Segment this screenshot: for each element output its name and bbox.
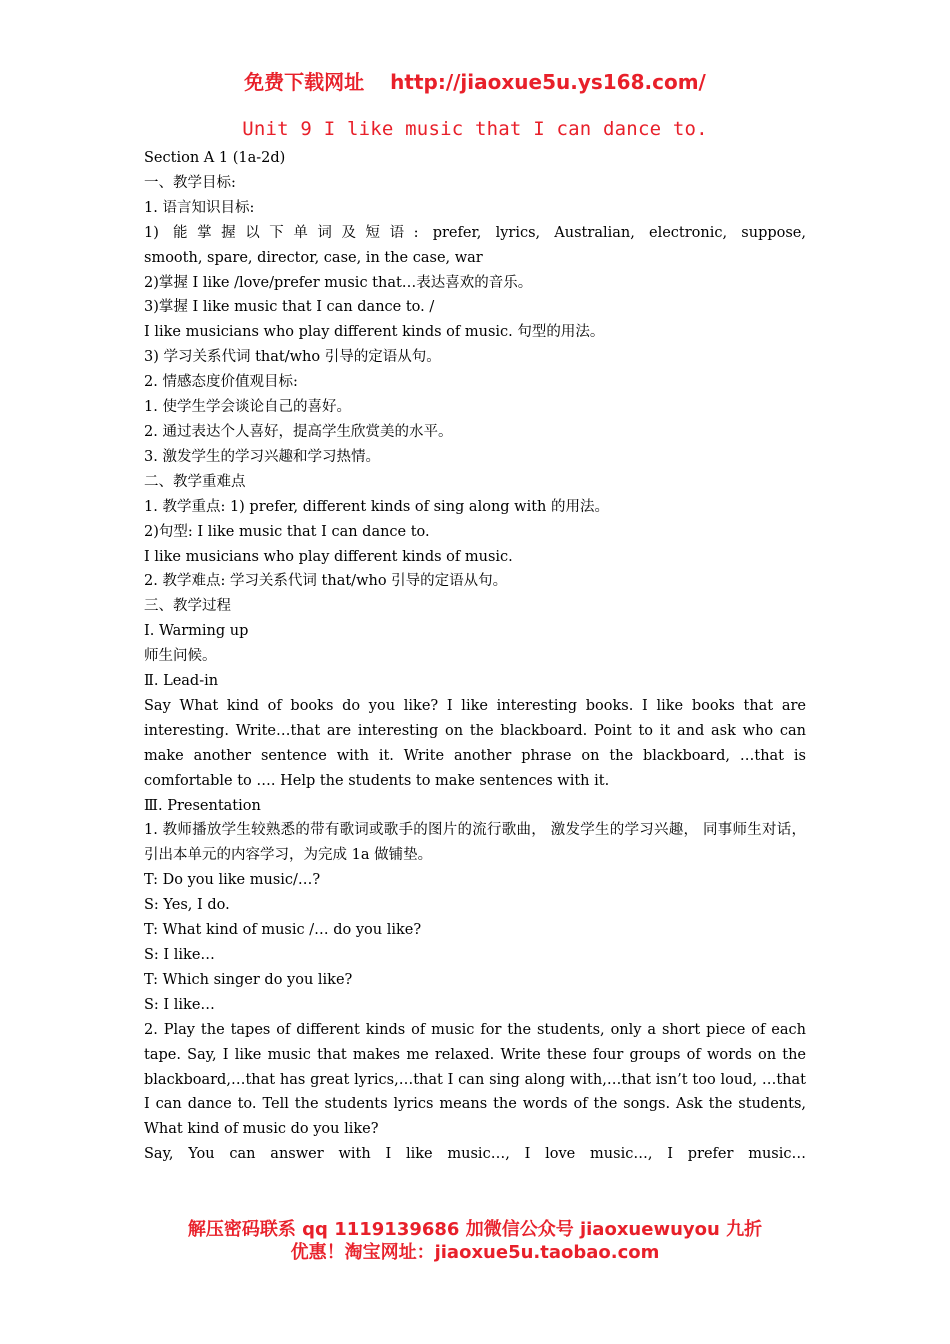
objective-line: 1. 使学生学会谈论自己的喜好。	[144, 399, 351, 416]
subheading-language: 1. 语言知识目标:	[144, 199, 255, 216]
step-text: 师生问候。	[144, 648, 217, 665]
presentation-last-line: Say, You can answer with I like music…, I love music…, I prefer music…	[144, 1146, 806, 1163]
page-title: Unit 9 I like music that I can dance to.	[242, 118, 708, 140]
step-heading-warmup: Ⅰ. Warming up	[144, 623, 249, 640]
site-url-link[interactable]: http://jiaoxue5u.ys168.com/	[390, 70, 706, 94]
leadin-paragraph: Say What kind of books do you like? I like interesting books. I like books that are interesting. Write…that are interesting on the blackboard. Point to it and ask who can make another sentence with it. Write another phrase on the blackboard, …that is comfortable to …. Help the students to make sentences with it.	[144, 697, 806, 789]
heading-key-points: 二、教学重难点	[144, 473, 246, 490]
dialogue-line: S: I like…	[144, 996, 215, 1013]
objective-line: 2. 通过表达个人喜好，提高学生欣赏美的水平。	[144, 423, 453, 440]
presentation-paragraph-2: 2. Play the tapes of different kinds of music for the students, only a short piece of each tape. Say, I like music that makes me relaxed. Write these four groups of words on the blackboard,…that has great lyrics,…that I can sing along with,…that isn’t too loud, …that I can dance to. Tell the students lyrics means the words of the songs. Ask the students, What kind of music do you like?	[144, 1021, 806, 1138]
objective-line: I like musicians who play different kinds of music. 句型的用法。	[144, 324, 605, 341]
document-body	[144, 146, 806, 1167]
dialogue-line: T: What kind of music /… do you like?	[144, 922, 422, 939]
objective-line: 3) 学习关系代词 that/who 引导的定语从句。	[144, 349, 441, 366]
dialogue-line: T: Which singer do you like?	[144, 971, 353, 988]
step-heading-presentation: Ⅲ. Presentation	[144, 797, 261, 814]
section-label: Section A 1 (1a-2d)	[144, 150, 286, 166]
dialogue-line: T: Do you like music/…?	[144, 872, 321, 889]
key-point-line: 1. 教学重点: 1) prefer, different kinds of sing along with 的用法。	[144, 498, 609, 515]
subheading-emotion: 2. 情感态度价值观目标:	[144, 374, 298, 391]
dialogue-line: S: I like…	[144, 947, 215, 963]
footer-line-2: 优惠！淘宝网址：jiaoxue5u.taobao.com	[290, 1242, 660, 1263]
key-point-line: I like musicians who play different kinds of music.	[144, 548, 513, 565]
presentation-paragraph-1: 1. 教师播放学生较熟悉的带有歌词或歌手的图片的流行歌曲， 激发学生的学习兴趣， 同事师生对话，引出本单元的内容学习，为完成 1a 做铺垫。	[144, 822, 806, 864]
footer-line-1: 解压密码联系 qq 1119139686 加微信公众号 jiaoxuewuyou 九折	[187, 1219, 763, 1240]
objective-line: 3. 激发学生的学习兴趣和学习热情。	[144, 448, 380, 465]
objective-line: 2)掌握 I like /love/prefer music that…表达喜欢的音乐。	[144, 274, 533, 291]
site-label: 免费下载网址	[244, 70, 365, 94]
dialogue-line: S: Yes, I do.	[144, 897, 230, 914]
key-point-line: 2. 教学难点: 学习关系代词 that/who 引导的定语从句。	[144, 573, 508, 590]
step-heading-leadin: Ⅱ. Lead-in	[144, 673, 219, 690]
promo-footer	[0, 1218, 950, 1264]
key-point-line: 2)句型: I like music that I can dance to.	[144, 523, 430, 540]
download-header	[0, 66, 950, 95]
heading-process: 三、教学过程	[144, 598, 231, 615]
heading-objectives: 一、教学目标:	[144, 174, 236, 191]
vocab-line-1: 1) 能掌握以下单词及短语: prefer, lyrics, Australian, electronic, suppose,	[144, 224, 806, 241]
vocab-line-2: smooth, spare, director, case, in the case, war	[144, 249, 483, 266]
objective-line: 3)掌握 I like music that I can dance to. /	[144, 299, 435, 316]
